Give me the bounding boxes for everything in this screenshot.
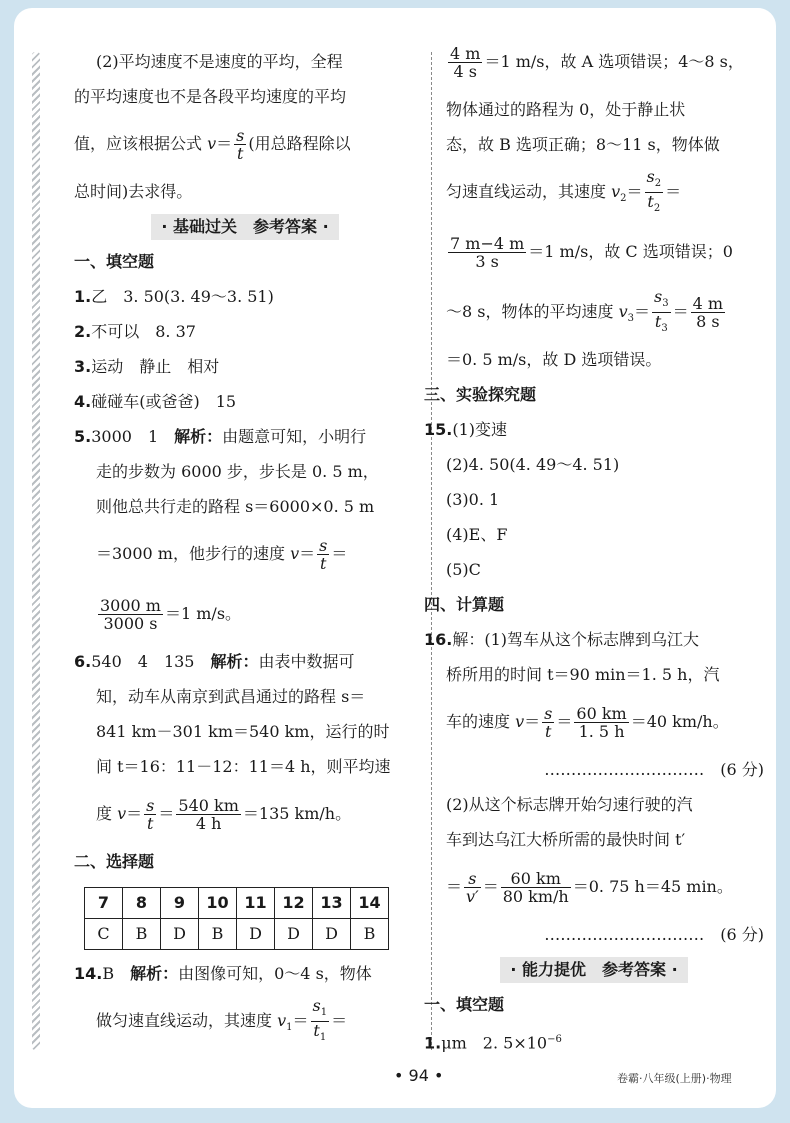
answer-item: 1.乙 3. 50(3. 49～3. 51) (74, 287, 274, 306)
intro-line: 值，应该根据公式 v＝ $\frac{s}{t}$ (用总路程除以 (74, 126, 351, 163)
answer-item: 1.μm 2. $5\times 10^{-6}$ (424, 1033, 562, 1053)
page-number: • 94 • (394, 1066, 444, 1085)
left-column (74, 44, 416, 1051)
answer-line: ～8 s，物体的平均速度 $v_3=$ $\frac{s_3}{t_3}$ ＝ $\frac{4 m}{8 s}$ (424, 282, 764, 342)
answer-line: 车到达乌江大桥所需的最快时间 t′ (446, 830, 686, 849)
fraction-s1-over-t1: $\frac{s_1}{t_1}$ (312, 995, 328, 1044)
answer-line: 走的步数为 6000 步，步长是 0. 5 m， (96, 462, 379, 481)
fraction-s-over-t: $\frac{s}{t}$ (319, 536, 328, 573)
answer-line: ＝3000 m，他步行的速度 v＝ $\frac{s}{t}$ ＝ (96, 536, 348, 573)
fraction-3000m-over-3000s: $\frac{3000 m}{3000 s}$ (100, 596, 161, 633)
answer-item: 3.运动 静止 相对 (74, 357, 220, 376)
answer-table (84, 887, 389, 950)
section-heading: 一、填空题 (424, 995, 505, 1014)
section-heading: 二、选择题 (74, 852, 155, 871)
binding-strip (32, 52, 40, 1050)
answer-line: ＝0. 5 m/s，故 D 选项错误。 (446, 350, 662, 369)
answer-line: 间 t＝16：11－12：11＝4 h，则平均速 (96, 757, 391, 776)
answer-line: 桥所用的时间 t＝90 min＝1. 5 h，汽 (446, 665, 720, 684)
answer-line: 车的速度 v＝ $\frac{s}{t}$ ＝ $\frac{60 km}{1. 5 h}$ ＝40 km/h。 (446, 704, 729, 741)
fraction-s-over-vprime: $\frac{s}{v'}$ (466, 869, 479, 906)
intro-line: (2)平均速度不是速度的平均，全程 (96, 52, 343, 71)
fraction-s-over-t: $\frac{s}{t}$ (544, 704, 553, 741)
score-marker: ………………………… (6 分) (544, 760, 764, 779)
fraction-7m4m-over-3s: $\frac{7 m-4 m}{3 s}$ (450, 234, 525, 271)
answer-table-answer-row: C B D B D D D B (85, 919, 389, 950)
fraction-60km-over-15h: $\frac{60 km}{1. 5 h}$ (576, 704, 627, 741)
fraction-s-over-t: $\frac{s}{t}$ (236, 126, 245, 163)
answer-item: 5.3000 1 解析：由题意可知，小明行 (74, 427, 367, 446)
answer-line: $\frac{7 m-4 m}{3 s}$ ＝1 m/s，故 C 选项错误；0 (450, 234, 733, 271)
answer-item: 14.B 解析：由图像可知，0～4 s，物体 (74, 964, 372, 983)
answer-line: $\frac{3000 m}{3000 s}$ ＝1 m/s。 (100, 596, 242, 633)
answer-item: 16.解：(1)驾车从这个标志牌到乌江大 (424, 630, 700, 649)
answer-line: (3)0. 1 (446, 490, 500, 509)
answer-item: 15.(1)变速 (424, 420, 508, 439)
intro-line: 的平均速度也不是各段平均速度的平均 (74, 87, 347, 106)
answer-line: 度 v＝ $\frac{s}{t}$ ＝ $\frac{540 km}{4 h}$ ＝135 km/h。 (96, 796, 352, 833)
answer-line: 则他总共行走的路程 s＝6000×0. 5 m (96, 497, 375, 516)
answer-table-header-row: 7 8 9 10 11 12 13 14 (85, 888, 389, 919)
banner-advanced: · 能力提优 参考答案 · (424, 952, 764, 987)
section-heading: 四、计算题 (424, 595, 505, 614)
section-heading: 三、实验探究题 (424, 385, 537, 404)
fraction-s-over-t: $\frac{s}{t}$ (146, 796, 155, 833)
answer-item: 2.不可以 8. 37 (74, 322, 196, 341)
answer-line: (5)C (446, 560, 481, 579)
fraction-s3-over-t3: $\frac{s_3}{t_3}$ (654, 286, 669, 335)
answer-line: 做匀速直线运动，其速度 $v_1=$ $\frac{s_1}{t_1}$ ＝ (74, 991, 416, 1051)
score-marker: ………………………… (6 分) (544, 925, 764, 944)
answer-item: 6.540 4 135 解析：由表中数据可 (74, 652, 355, 671)
fraction-s2-over-t2: $\frac{s_2}{t_2}$ (646, 166, 662, 215)
intro-line: 总时间)去求得。 (74, 182, 193, 201)
answer-line: 匀速直线运动，其速度 $v_2=$ $\frac{s_2}{t_2}$ ＝ (424, 162, 764, 222)
right-column (424, 44, 764, 1057)
page-sheet (14, 8, 776, 1108)
answer-line: 物体通过的路程为 0，处于静止状 (446, 100, 686, 119)
answer-line: 841 km－301 km＝540 km，运行的时 (96, 722, 390, 741)
answer-line: (4)E、F (446, 525, 508, 544)
answer-line: 态，故 B 选项正确；8～11 s，物体做 (446, 135, 720, 154)
series-label: 卷霸·八年级(上册)·物理 (617, 1072, 732, 1085)
answer-item: 4.碰碰车(或爸爸) 15 (74, 392, 237, 411)
fraction-4m-over-8s: $\frac{4 m}{8 s}$ (692, 294, 724, 331)
fraction-60km-over-80kmh: $\frac{60 km}{80 km/h}$ (502, 869, 569, 906)
answer-line: (2)从这个标志牌开始匀速行驶的汽 (446, 795, 693, 814)
answer-line: 知，动车从南京到武昌通过的路程 s＝ (96, 687, 366, 706)
section-heading: 一、填空题 (74, 252, 155, 271)
banner-basic: · 基础过关 参考答案 · (74, 209, 416, 244)
answer-line: (2)4. 50(4. 49～4. 51) (446, 455, 620, 474)
answer-line: $\frac{4 m}{4 s}$ ＝1 m/s，故 A 选项错误；4～8 s， (450, 44, 744, 81)
fraction-540km-over-4h: $\frac{540 km}{4 h}$ (178, 796, 239, 833)
fraction-4m-over-4s: $\frac{4 m}{4 s}$ (450, 44, 481, 81)
answer-line: ＝ $\frac{s}{v'}$ ＝ $\frac{60 km}{80 km/h}$ ＝0. 75 h＝45 min。 (446, 869, 733, 906)
